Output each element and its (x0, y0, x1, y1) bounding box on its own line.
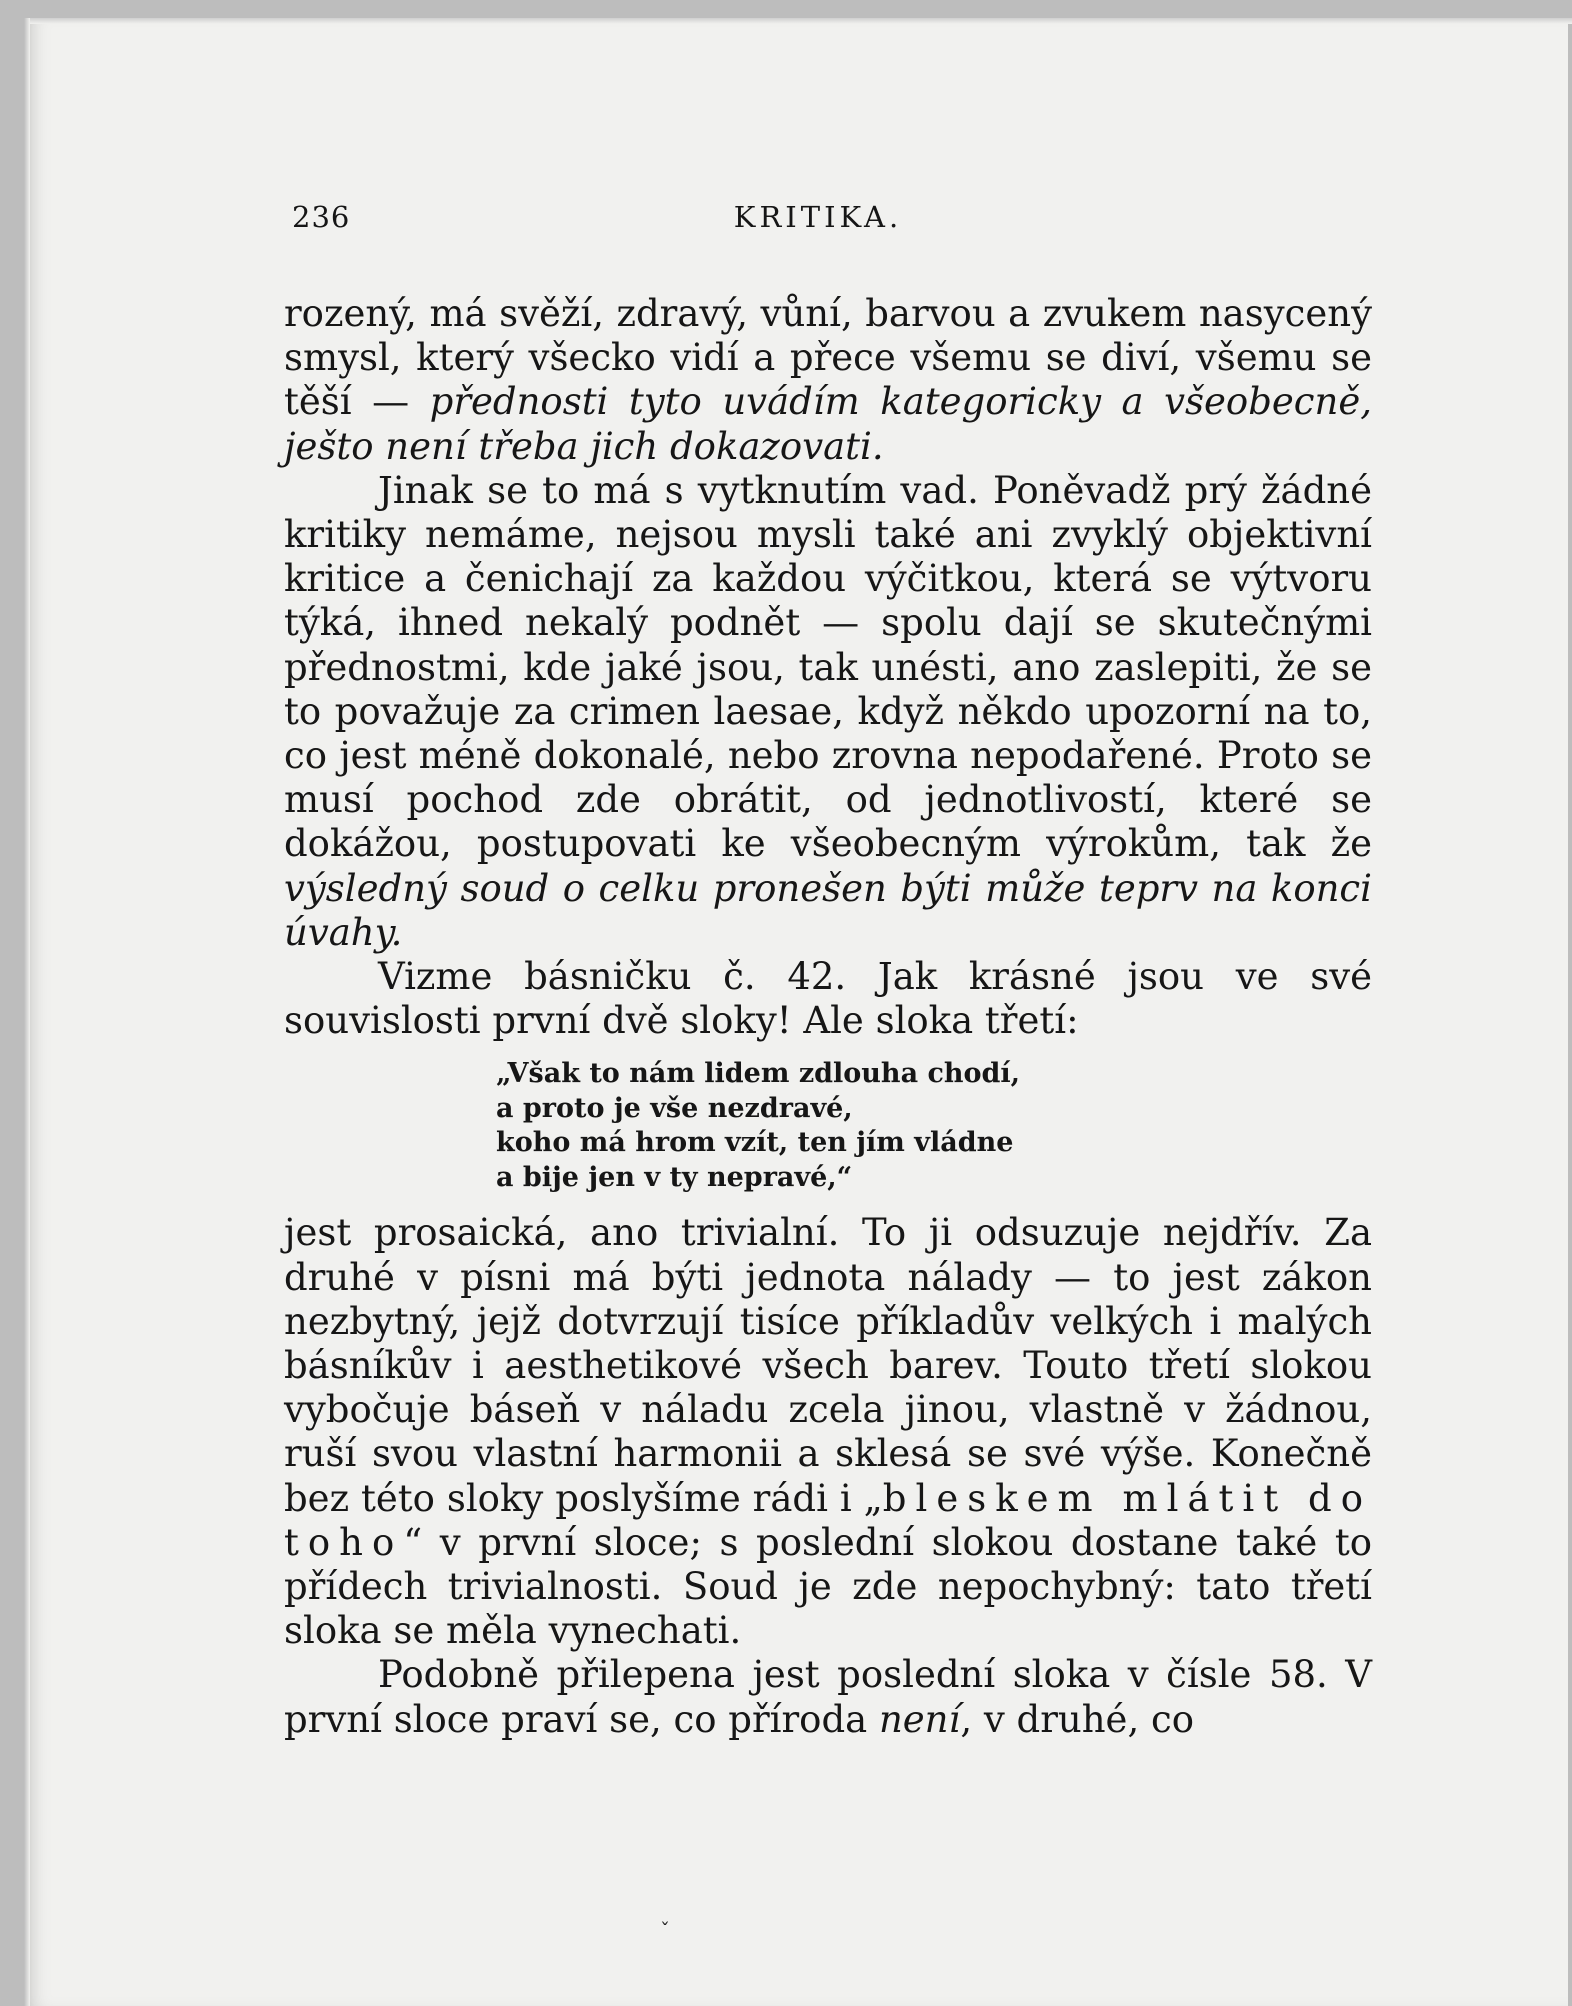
paragraph-3: Vizme básničku č. 42. Jak krásné jsou ve své souvislosti první dvě sloky! Ale sloka třetí: (284, 955, 1372, 1043)
paragraph-2-text: Jinak se to má s vytknutím vad. Poněvadž prý žádné kritiky nemáme, nejsou mysli také ani zvyklý objektivní kritice a čenichají za každou výčitkou, která se výtvoru týká, ihned nekalý podnět — spolu dají se skutečnými přednostmi, kde jaké jsou, tak unésti, ano zaslepiti, že se to považuje za crimen laesae, když někdo upozorní na to, co jest méně dokonalé, nebo zrovna nepodařené. Proto se musí pochod zde obrátit, od jednotlivostí, které se dokážou, postupovati ke všeobecným výrokům, tak že (284, 468, 1372, 866)
bottom-ink-mark: ˇ (660, 1918, 670, 1942)
paragraph-5-text-a: Podobně přilepena jest poslední sloka v čísle 58. V první sloce praví se, co příroda (284, 1653, 1372, 1741)
poem-line-1: „Však to nám lidem zdlouha chodí, (496, 1058, 1021, 1090)
running-head: KRITIKA. (733, 200, 903, 234)
paragraph-5-text-b: , v druhé, co (960, 1697, 1194, 1741)
paragraph-4-text-b: “ v první sloce; s poslední slokou dostane také to přídech trivialnosti. Soud je zde nepochybný: tato třetí sloka se měla vynechati. (284, 1520, 1372, 1653)
page-header (288, 200, 1368, 240)
page-number: 236 (292, 200, 351, 234)
paragraph-5 (284, 1653, 1372, 1741)
paragraph-4-text-a: jest prosaická, ano trivialní. To ji odsuzuje nejdřív. Za druhé v písni má býti jednota nálady — to jest zákon nezbytný, jejž dotvrzují tisíce příkladův velkých i malých básníkův i aesthetikové všech barev. Touto třetí slokou vybočuje báseň v náladu zcela jinou, vlastně v žádnou, ruší svou vlastní harmonii a sklesá se své výše. Konečně bez této sloky poslyšíme rádi i „ (284, 1211, 1372, 1520)
paragraph-1-italic: přednosti tyto uvádím kategoricky a všeobecně, ješto není třeba jich dokazovati. (284, 380, 1372, 468)
poem-line-4: a bije jen v ty nepravé,“ (496, 1161, 853, 1193)
poem-line-2: a proto je vše nezdravé, (496, 1092, 853, 1124)
paragraph-1 (284, 292, 1372, 469)
paragraph-2 (284, 469, 1372, 955)
body-text (284, 292, 1372, 1742)
page-top-edge (24, 18, 1572, 24)
paragraph-5-italic: není (878, 1697, 961, 1741)
poem-quote (496, 1057, 1372, 1195)
paragraph-4 (284, 1211, 1372, 1653)
paragraph-4-spaced: bleskem mlátit do toho (284, 1476, 1372, 1564)
paragraph-2-italic: výsledný soud o celku pronešen býti může teprv na konci úvahy. (284, 866, 1372, 954)
poem-line-3: koho má hrom vzít, ten jím vládne (496, 1127, 1014, 1159)
page-left-edge (24, 18, 30, 2006)
paragraph-1-text: rozený, má svěží, zdravý, vůní, barvou a zvukem nasycený smysl, který všecko vidí a přece všemu se diví, všemu se těší — (284, 292, 1372, 424)
